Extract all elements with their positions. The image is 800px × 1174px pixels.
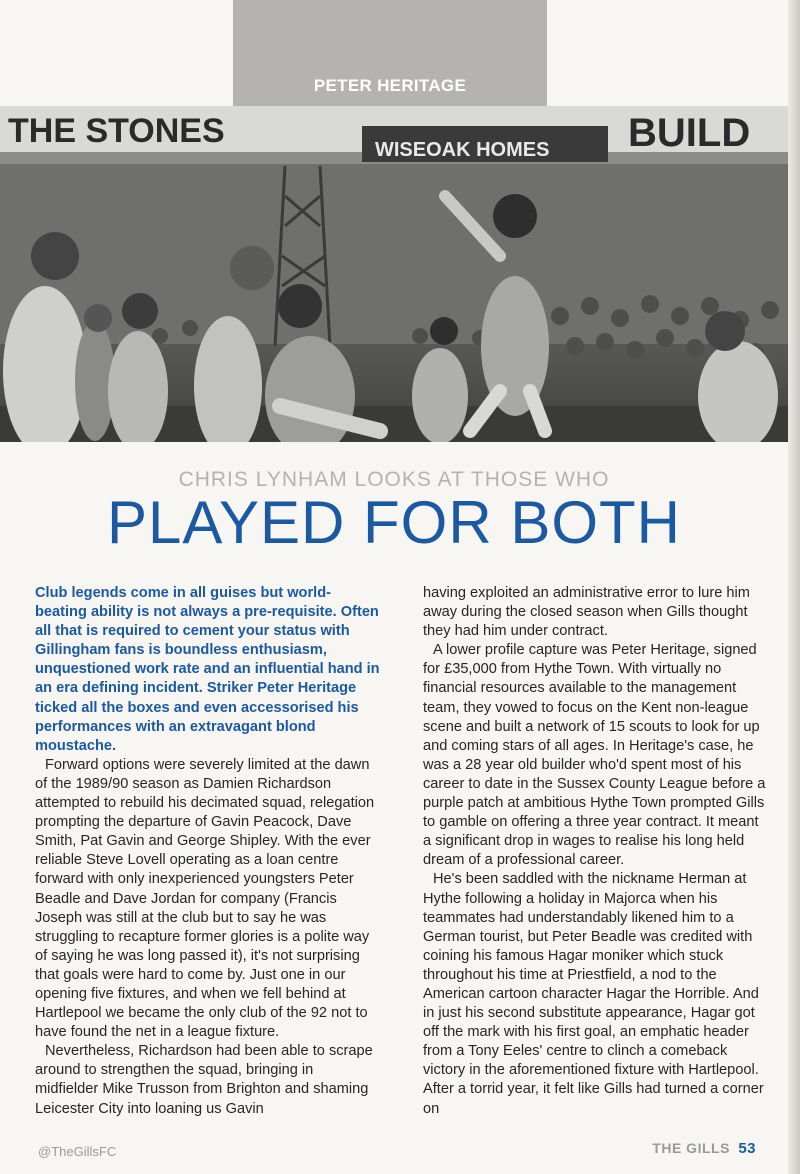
page-edge — [788, 0, 800, 1174]
article-column-right — [423, 584, 768, 1119]
page-number: 53 — [738, 1140, 756, 1157]
match-photo-illustration — [0, 106, 788, 442]
page-footer — [652, 1140, 756, 1157]
hoarding-left-text: THE STONES — [8, 112, 225, 150]
social-handle: @TheGillsFC — [38, 1144, 117, 1159]
paragraph: Nevertheless, Richardson had been able to scrape around to strengthen the squad, bringing in midfielder Mike Trusson from Brighton and shaming Leicester City into loaning us Gavin — [35, 1043, 373, 1117]
paragraph: He's been saddled with the nickname Herman at Hythe following a holiday in Majorca when his teammates had understandably likened him to a German tourist, but Peter Beadle was credited with coining his famous Hagar moniker which stuck throughout his time at Priestfield, a nod to the American cartoon character Hagar the Horrible. And in just his second substitute appearance, Hagar got off the mark with his first goal, an emphatic header from a Tony Eeles' centre to clinch a comeback victory in the aforementioned fixture with Hartlepool. After a torrid year, it felt like Gills had turned a corner on — [423, 871, 764, 1117]
match-photo — [0, 106, 788, 442]
paragraph: having exploited an administrative error to lure him away during the closed season when Gills thought they had him under contract. — [423, 585, 750, 640]
section-tab-label: PETER HERITAGE — [313, 76, 467, 95]
section-tab — [233, 0, 547, 106]
paragraph: Forward options were severely limited at the dawn of the 1989/90 season as Damien Richardson attempted to rebuild his decimated squad, relegation prompting the departure of Gavin Peacock, Dave Smith, Pat Gavin and George Shipley. With the ever reliable Steve Lovell operating as a loan centre forward with only inexperienced youngsters Peter Beadle and Dave Jordan for company (Francis Joseph was still at the club but to say he was struggling to recapture former glories is a polite way of saying he was long passed it), it's not surprising that goals were hard to come by. Just one in our opening five fixtures, and when we fell behind at Hartlepool we became the only club of the 92 not to have found the net in a league fixture. — [35, 756, 375, 1041]
article-column-left — [35, 584, 380, 1119]
headline: PLAYED FOR BOTH — [107, 489, 681, 556]
magazine-name: THE GILLS — [652, 1140, 730, 1156]
standfirst: Club legends come in all guises but world-beating ability is not always a pre-requisite. Often all that is required to cement your status with Gillingham fans is boundless enthusiasm, unquestioned work rate and an influential hand in an era defining incident. Striker Peter Heritage ticked all the boxes and even accessorised his performances with an extravagant blond moustache. — [35, 585, 380, 754]
article-body — [35, 584, 766, 1129]
hoarding-center-text: WISEOAK HOMES — [375, 139, 550, 161]
kicker: CHRIS LYNHAM LOOKS AT THOSE WHO — [178, 468, 610, 491]
hoarding-right-text: BUILD — [628, 111, 751, 155]
stand — [0, 164, 788, 344]
paragraph: A lower profile capture was Peter Heritage, signed for £35,000 from Hythe Town. With virtually no financial resources available to the management team, they vowed to focus on the Kent non-league scene and built a network of 15 scouts to look for up and coming stars of all ages. In Heritage's case, he was a 28 year old builder who'd spent most of his career to date in the Sussex County League before a purple patch at ambitious Hythe Town prompted Gills to gamble on offering a three year contract. It meant a significant drop in wages to realise his long held dream of a professional career. — [423, 642, 766, 869]
